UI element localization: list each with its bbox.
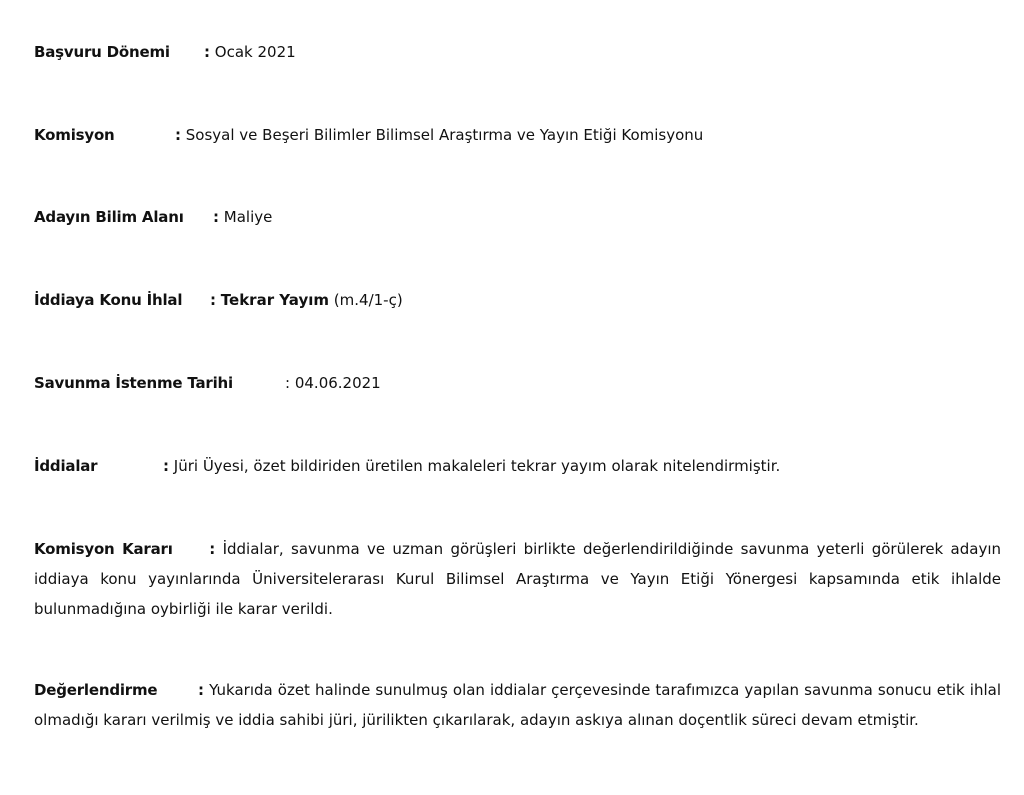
paragraph-text: Yukarıda özet halinde sunulmuş olan iddialar çerçevesinde tarafımızca yapılan savunma sonucu etik ihlal olmadığı kararı verilmiş ve iddia sahibi jüri, jürilikten çıkarılarak, adayın askıya alınan doçentlik süreci devam etmiştir. (34, 681, 1001, 729)
field-value (204, 37, 296, 67)
paragraph-text: İddialar, savunma ve uzman görüşleri birlikte değerlendirildiğinde savunma yeterli görülerek adayın iddiaya konu yayınlarında Üniversitelerarası Kurul Bilimsel Araştırma ve Yayın Etiği Yönergesi kapsamında etik ihlalde bulunmadığına oybirliği ile karar verildi. (34, 540, 1001, 618)
field-colon: : (163, 457, 169, 475)
field-value-text: (m.4/1-ç) (333, 291, 403, 309)
field-colon: : (175, 126, 181, 144)
field-colon: : (210, 291, 216, 309)
field-value-bold: Tekrar Yayım (220, 291, 330, 309)
field-colon: : (285, 374, 291, 392)
field-colon: : (213, 208, 219, 226)
paragraph-label: Komisyon Kararı (34, 540, 173, 558)
field-value-text: Sosyal ve Beşeri Bilimler Bilimsel Araştırma ve Yayın Etiği Komisyonu (185, 126, 704, 144)
field-label: Başvuru Dönemi (34, 43, 170, 61)
paragraph-label: Değerlendirme (34, 681, 158, 699)
field-value (213, 202, 272, 232)
field-value (175, 120, 703, 150)
paragraph-colon: : (198, 681, 205, 699)
field-value-text: Jüri Üyesi, özet bildiriden üretilen makaleleri tekrar yayım olarak nitelendirmiştir. (173, 457, 781, 475)
paragraph-degerlendirme (34, 675, 1001, 735)
field-value-text: 04.06.2021 (294, 374, 381, 392)
field-label: İddialar (34, 457, 98, 475)
field-label: Savunma İstenme Tarihi (34, 374, 233, 392)
field-value-text: Ocak 2021 (214, 43, 296, 61)
field-value (163, 451, 780, 481)
field-label: Adayın Bilim Alanı (34, 208, 184, 226)
field-value (285, 368, 381, 398)
field-label: Komisyon (34, 126, 115, 144)
field-label: İddiaya Konu İhlal (34, 291, 183, 309)
paragraph-komisyon-karari (34, 534, 1001, 624)
field-value (210, 285, 403, 315)
field-value-text: Maliye (223, 208, 273, 226)
field-colon: : (204, 43, 210, 61)
paragraph-colon: : (209, 540, 216, 558)
